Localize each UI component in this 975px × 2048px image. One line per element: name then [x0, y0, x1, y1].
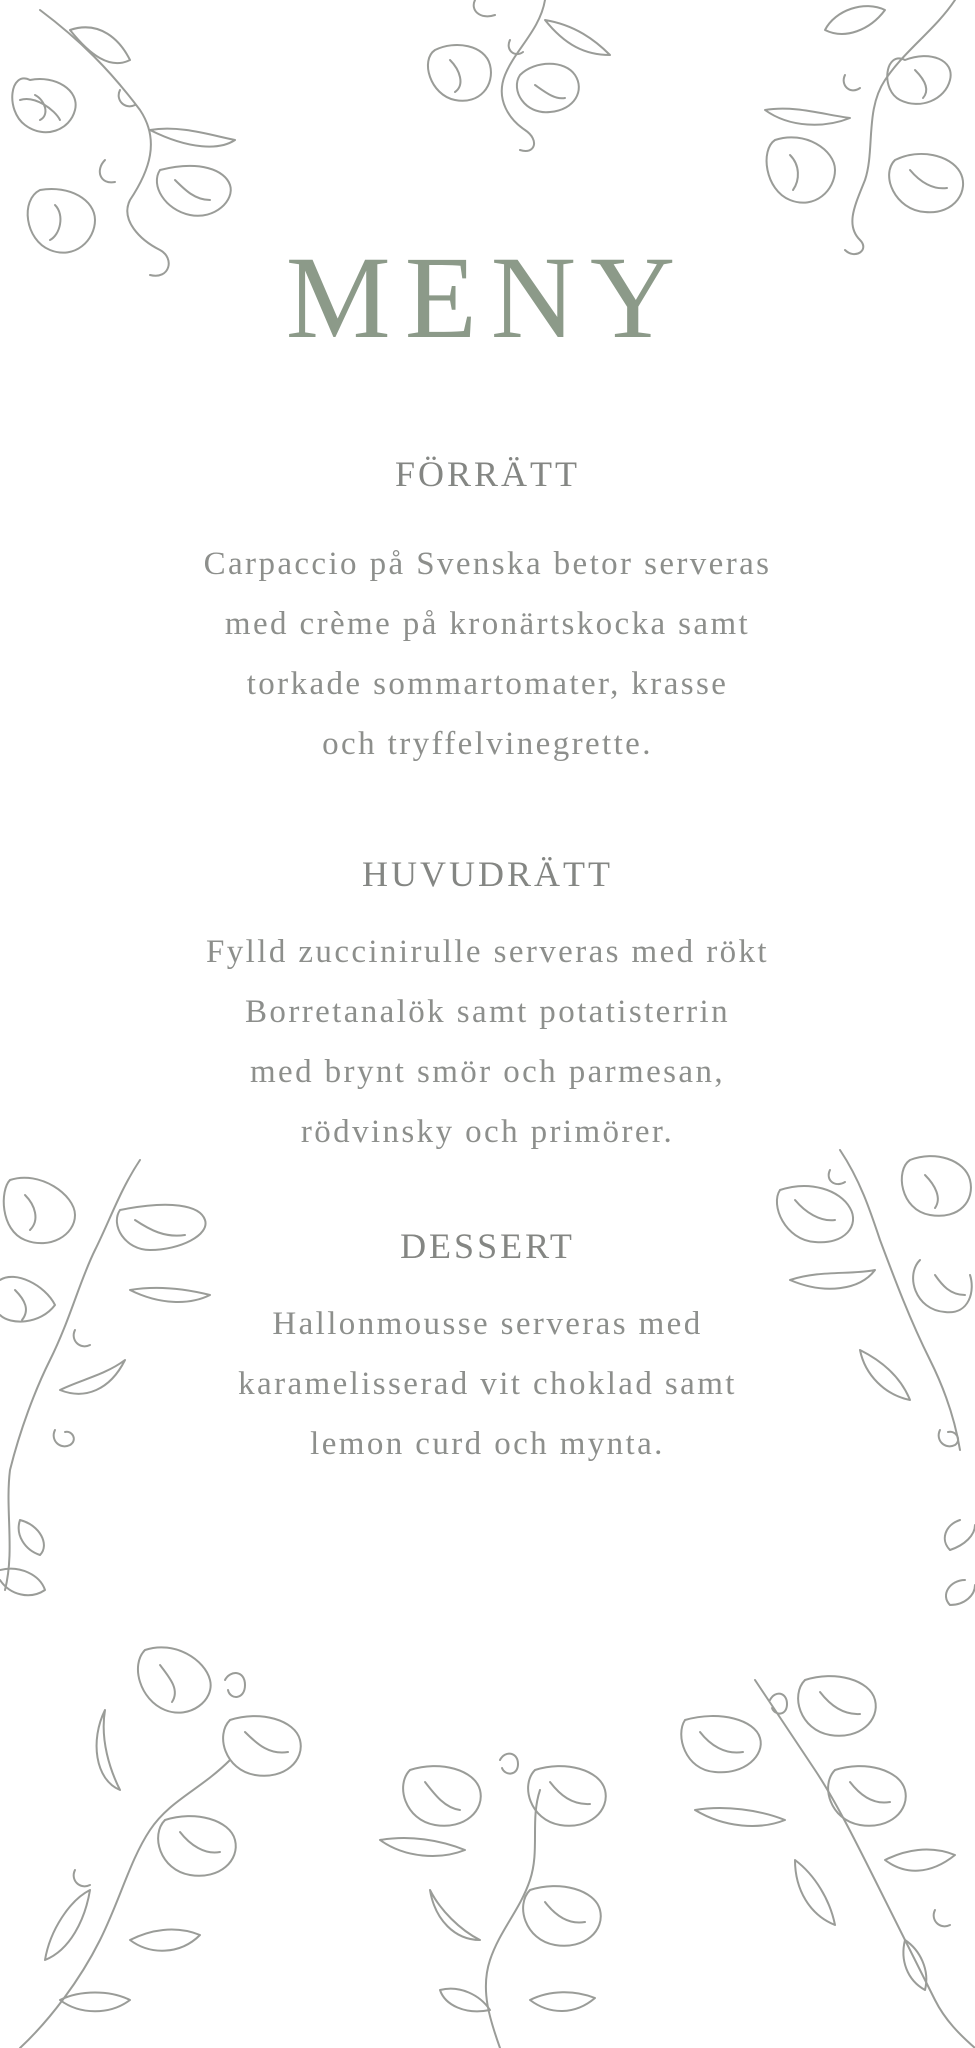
floral-illustration-bottom-center — [380, 1740, 640, 2048]
description-line: med crème på kronärtskocka samt — [224, 606, 751, 642]
description-line: Hallonmousse serveras med — [272, 1306, 703, 1342]
description-line: Carpaccio på Svenska betor serveras — [203, 546, 772, 582]
description-line: karamelisserad vit choklad samt — [238, 1366, 737, 1402]
description-line: Borretanalök samt potatisterrin — [245, 994, 730, 1030]
section-main-course — [0, 852, 975, 1162]
floral-illustration-bottom-left — [0, 1640, 320, 2048]
description-line: torkade sommartomater, krasse — [246, 666, 729, 702]
description-line: lemon curd och mynta. — [310, 1426, 665, 1462]
section-heading-starter: FÖRRÄTT — [394, 454, 581, 494]
section-description-starter — [0, 534, 975, 774]
floral-illustration-middle-left — [0, 1150, 220, 1630]
floral-illustration-top-center — [415, 0, 615, 160]
section-description-main-course — [0, 922, 975, 1162]
description-line: rödvinsky och primörer. — [300, 1114, 675, 1150]
floral-illustration-middle-right — [770, 1140, 975, 1640]
section-heading-main-course: HUVUDRÄTT — [362, 854, 613, 894]
menu-title: MENY — [285, 232, 690, 363]
description-line: Fylld zuccinirulle serveras med rökt — [206, 934, 769, 970]
section-heading-dessert: DESSERT — [400, 1226, 575, 1266]
floral-illustration-bottom-right — [675, 1660, 975, 2048]
floral-illustration-top-right — [755, 0, 975, 260]
description-line: och tryffelvinegrette. — [322, 726, 653, 762]
section-starter — [0, 452, 975, 774]
description-line: med brynt smör och parmesan, — [249, 1054, 725, 1090]
